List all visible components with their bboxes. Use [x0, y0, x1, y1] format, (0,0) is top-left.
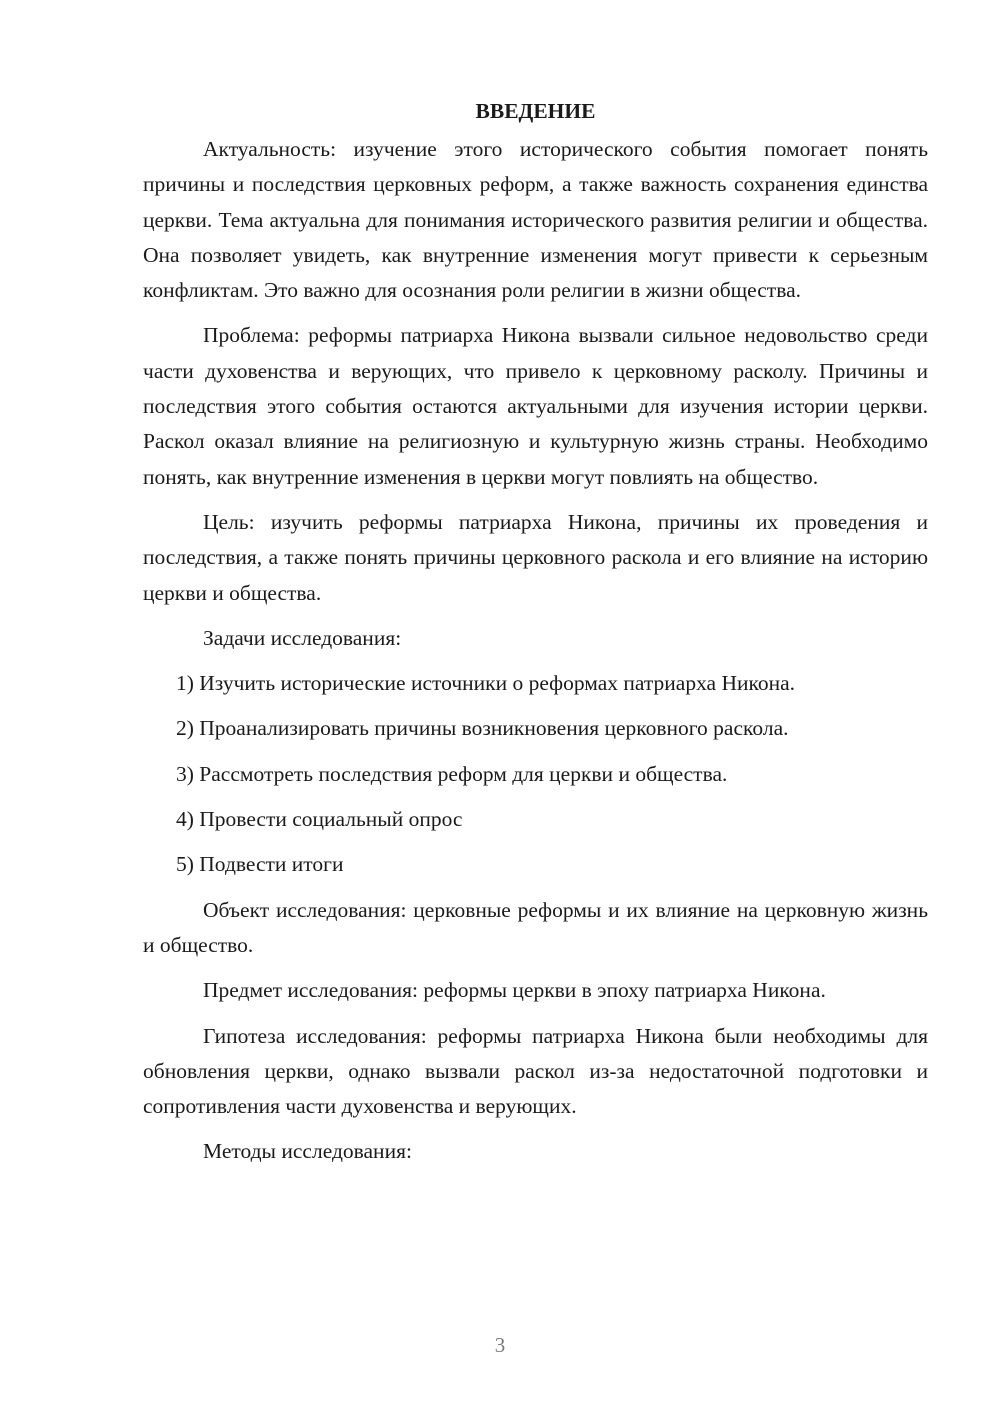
paragraph-problem: Проблема: реформы патриарха Никона вызвали сильное недовольство среди части духовенства и верующих, что привело к церковному расколу. Причины и последствия этого события остаются актуальными для изучения истории церкви. Раскол оказал влияние на религиозную и культурную жизнь страны. Необходимо понять, как внутренние изменения в церкви могут повлиять на общество. [143, 323, 928, 489]
page-content [143, 96, 928, 1180]
tasks-heading: Задачи исследования: [203, 625, 402, 650]
paragraph-relevance: Актуальность: изучение этого исторического события помогает понять причины и последствия церковных реформ, а также важность сохранения единства церкви. Тема актуальна для понимания исторического развития религии и общества. Она позволяет увидеть, как внутренние изменения могут привести к серьезным конфликтам. Это важно для осознания роли религии в жизни общества. [143, 137, 928, 303]
task-item-4: 4) Провести социальный опрос [176, 807, 463, 832]
task-item-5: 5) Подвести итоги [176, 852, 344, 877]
paragraph-hypothesis: Гипотеза исследования: реформы патриарха Никона были необходимы для обновления церкви, однако вызвали раскол из-за недостаточной подготовки и сопротивления части духовенства и верующих. [143, 1023, 928, 1119]
paragraph-object: Объект исследования: церковные реформы и их влияние на церковную жизнь и общество. [143, 897, 928, 957]
task-item-1: 1) Изучить исторические источники о реформах патриарха Никона. [176, 671, 796, 696]
paragraph-goal: Цель: изучить реформы патриарха Никона, причины их проведения и последствия, а также понять причины церковного раскола и его влияние на историю церкви и общества. [143, 509, 928, 605]
paragraph-subject: Предмет исследования: реформы церкви в эпоху патриарха Никона. [203, 978, 826, 1003]
page-number: 3 [494, 1333, 506, 1357]
page-title: ВВЕДЕНИЕ [475, 99, 596, 123]
methods-heading: Методы исследования: [203, 1139, 412, 1164]
task-item-2: 2) Проанализировать причины возникновения церковного раскола. [176, 716, 789, 741]
task-item-3: 3) Рассмотреть последствия реформ для церкви и общества. [176, 761, 728, 786]
